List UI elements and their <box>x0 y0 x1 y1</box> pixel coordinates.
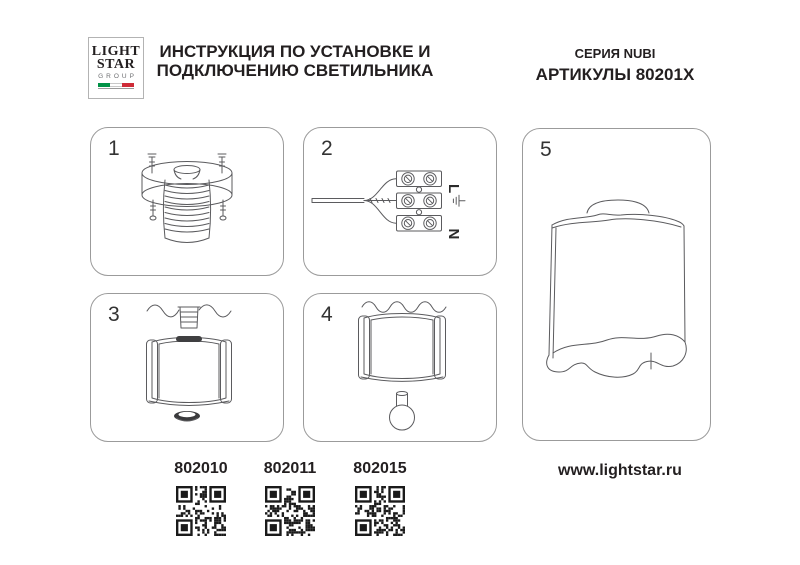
assembled-lamp-drawing <box>523 129 710 440</box>
website-url: www.lightstar.ru <box>558 462 682 479</box>
mounting-plate-drawing <box>91 128 283 275</box>
earth-symbol-icon <box>453 195 465 206</box>
frame-bulb-drawing <box>304 294 496 441</box>
article-code: 802010 <box>174 460 228 477</box>
step-5-panel <box>522 128 711 441</box>
lightstar-logo <box>88 37 144 99</box>
terminal-label-live: L <box>445 184 462 194</box>
title-line-1: ИНСТРУКЦИЯ ПО УСТАНОВКЕ И <box>159 42 431 61</box>
logo-word-light: LIGHT <box>91 44 141 59</box>
article-code: 802015 <box>353 460 407 477</box>
step-4-panel <box>303 293 497 442</box>
qr-code-icon <box>176 486 226 536</box>
terminal-label-neutral: N <box>445 228 462 240</box>
qr-code-icon <box>355 486 405 536</box>
step-3-number: 3 <box>108 303 120 326</box>
article-column <box>159 460 243 536</box>
step-1-panel <box>90 127 284 276</box>
step-4-number: 4 <box>321 303 333 326</box>
logo-word-group: GROUP <box>98 73 137 80</box>
product-header <box>515 46 715 85</box>
terminal-block-drawing <box>304 128 496 275</box>
step-2-number: 2 <box>321 137 333 160</box>
step-1-number: 1 <box>108 137 120 160</box>
logo-word-star: STAR <box>96 57 136 72</box>
flag-underline <box>98 88 134 89</box>
qr-code-icon <box>265 486 315 536</box>
italian-flag-icon <box>98 83 134 87</box>
step-2-panel <box>303 127 497 276</box>
articles-label: АРТИКУЛЫ 80201X <box>535 65 695 84</box>
series-label: СЕРИЯ NUBI <box>574 46 656 61</box>
step-5-number: 5 <box>540 138 552 161</box>
article-column <box>248 460 332 536</box>
page-title <box>150 42 440 80</box>
title-line-2: ПОДКЛЮЧЕНИЮ СВЕТИЛЬНИКА <box>156 61 434 80</box>
article-column <box>338 460 422 536</box>
frame-socket-drawing <box>91 294 283 441</box>
step-3-panel <box>90 293 284 442</box>
article-code: 802011 <box>263 460 317 477</box>
